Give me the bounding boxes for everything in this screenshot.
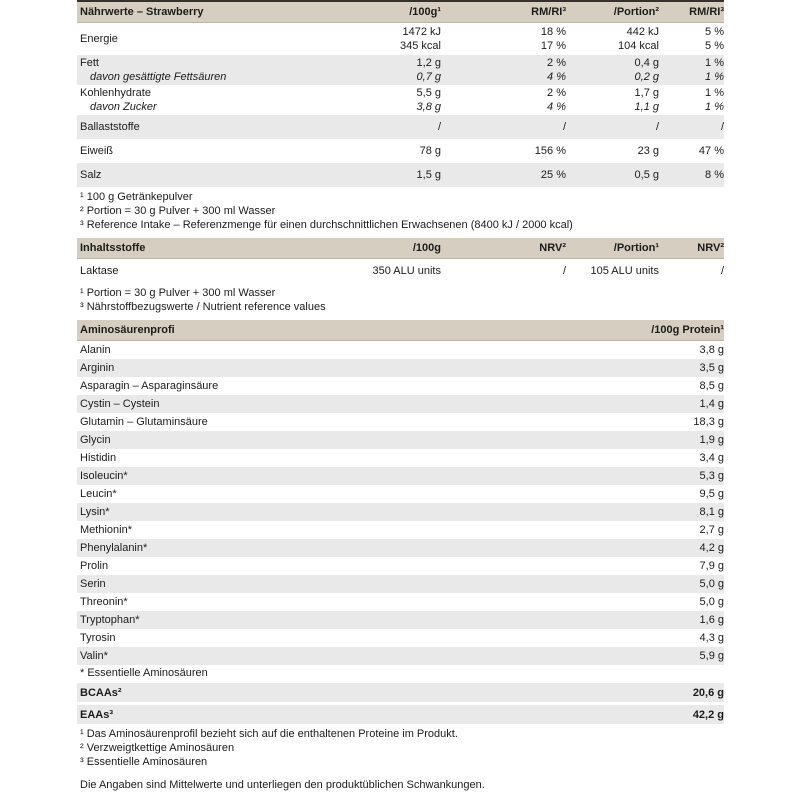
energie-values <box>341 25 724 53</box>
fett-100g: 1,2 g <box>416 57 441 69</box>
amino-value: 1,6 g <box>699 614 724 626</box>
laktase-100g: 350 ALU units <box>372 265 441 277</box>
amino-value: 3,5 g <box>699 362 724 374</box>
amino-row <box>77 539 724 557</box>
energie-kj-100g: 1472 kJ <box>402 26 441 38</box>
salz-portion: 0,5 g <box>634 169 659 181</box>
amino-value: 5,3 g <box>699 470 724 482</box>
ingredients-header <box>77 238 724 259</box>
fett-sub-100g: 0,7 g <box>416 71 441 83</box>
row-laktase <box>77 259 724 283</box>
kohlenhydrate-label: Kohlenhydrate <box>80 87 151 99</box>
eaas-label: EAAs³ <box>80 708 114 721</box>
amino-row <box>77 575 724 593</box>
amino-value: 4,3 g <box>699 632 724 644</box>
amino-table <box>77 320 724 724</box>
amino-label: Threonin* <box>80 596 128 608</box>
amino-title: Aminosäurenprofi <box>80 324 175 336</box>
amino-row <box>77 467 724 485</box>
eaas-value: 42,2 g <box>692 708 724 721</box>
row-ballaststoffe <box>77 115 724 139</box>
amino-row <box>77 557 724 575</box>
amino-label: Isoleucin* <box>80 470 128 482</box>
amino-value: 8,5 g <box>699 380 724 392</box>
amino-row <box>77 593 724 611</box>
fett-rmri: 2 % <box>547 57 566 69</box>
ingredients-title: Inhaltsstoffe <box>80 242 146 254</box>
zucker-label: davon Zucker <box>90 101 157 113</box>
energie-rmri-kj: 18 % <box>540 26 566 38</box>
laktase-label: Laktase <box>80 265 119 277</box>
footnote: ³ Nährstoffbezugswerte / Nutrient reference values <box>80 301 326 313</box>
amino-row <box>77 647 724 665</box>
amino-label: Prolin <box>80 560 109 572</box>
nutrition-header <box>77 2 724 23</box>
row-eaas <box>77 705 724 724</box>
amino-row <box>77 449 724 467</box>
nutrition-footnotes <box>77 190 724 232</box>
ballaststoffe-rmri-portion: / <box>720 121 724 133</box>
amino-row <box>77 377 724 395</box>
amino-label: Tyrosin <box>80 632 116 644</box>
eiweiss-label: Eiweiß <box>80 145 114 157</box>
zucker-rmri-portion: 1 % <box>705 101 724 113</box>
zucker-rmri: 4 % <box>547 101 566 113</box>
fett-sub-rmri-portion: 1 % <box>705 71 724 83</box>
amino-label: Methionin* <box>80 524 132 536</box>
zucker-100g: 3,8 g <box>416 101 441 113</box>
bcaas-value: 20,6 g <box>692 686 724 699</box>
laktase-nrv-portion: / <box>720 265 724 277</box>
amino-label: Lysin* <box>80 506 110 518</box>
energie-kj-portion: 442 kJ <box>626 26 659 38</box>
eiweiss-rmri: 156 % <box>534 145 566 157</box>
amino-value: 8,1 g <box>699 506 724 518</box>
amino-label: Glycin <box>80 434 111 446</box>
col-header-rmri-100g: RM/RI³ <box>531 6 566 18</box>
energie-kcal-portion: 104 kcal <box>618 40 659 52</box>
fett-portion: 0,4 g <box>634 57 659 69</box>
kohlenhydrate-rmri: 2 % <box>547 87 566 99</box>
amino-value: 9,5 g <box>699 488 724 500</box>
salz-rmri-portion: 8 % <box>705 169 724 181</box>
footnote: ¹ Portion = 30 g Pulver + 300 ml Wasser <box>80 287 276 299</box>
footnote: ¹ 100 g Getränkepulver <box>80 191 193 203</box>
col-header-per100g-protein: /100g Protein¹ <box>651 324 724 336</box>
energie-rmri-kj-portion: 5 % <box>705 26 724 38</box>
nutrition-table <box>77 0 724 187</box>
ballaststoffe-label: Ballaststoffe <box>80 121 140 133</box>
amino-row <box>77 521 724 539</box>
amino-label: Leucin* <box>80 488 117 500</box>
amino-header <box>77 320 724 341</box>
amino-value: 5,0 g <box>699 596 724 608</box>
footnote: ² Verzweigtkettige Aminosäuren <box>80 742 235 754</box>
laktase-nrv: / <box>562 265 566 277</box>
salz-rmri: 25 % <box>540 169 566 181</box>
amino-row <box>77 359 724 377</box>
amino-value: 7,9 g <box>699 560 724 572</box>
fett-sub-label: davon gesättigte Fettsäuren <box>90 71 227 83</box>
kohlenhydrate-rmri-portion: 1 % <box>705 87 724 99</box>
laktase-portion: 105 ALU units <box>590 265 659 277</box>
energie-label: Energie <box>80 33 118 45</box>
row-bcaas <box>77 683 724 702</box>
col-header-nrv-portion: NRV² <box>697 242 724 254</box>
amino-value: 1,9 g <box>699 434 724 446</box>
ballaststoffe-100g: / <box>437 121 441 133</box>
row-energie <box>77 23 724 55</box>
eiweiss-portion: 23 g <box>637 145 659 157</box>
essential-amino-note: * Essentielle Aminosäuren <box>80 667 208 679</box>
amino-row <box>77 413 724 431</box>
ballaststoffe-rmri: / <box>562 121 566 133</box>
amino-row <box>77 341 724 359</box>
amino-footnotes <box>77 727 724 769</box>
amino-value: 2,7 g <box>699 524 724 536</box>
eiweiss-rmri-portion: 47 % <box>698 145 724 157</box>
amino-row <box>77 611 724 629</box>
amino-label: Glutamin – Glutaminsäure <box>80 416 208 428</box>
amino-label: Asparagin – Asparaginsäure <box>80 380 219 392</box>
energie-kcal-100g: 345 kcal <box>400 40 441 52</box>
salz-100g: 1,5 g <box>416 169 441 181</box>
footnote: ¹ Das Aminosäurenprofil bezieht sich auf die enthaltenen Proteine im Produkt. <box>80 728 458 740</box>
footnote: ³ Essentielle Aminosäuren <box>80 756 208 768</box>
col-header-portion: /Portion¹ <box>613 242 659 254</box>
col-header-per100g: /100g <box>412 242 441 254</box>
amino-label: Alanin <box>80 344 111 356</box>
footnote: ² Portion = 30 g Pulver + 300 ml Wasser <box>80 205 276 217</box>
amino-value: 18,3 g <box>693 416 724 428</box>
ingredients-table <box>77 238 724 283</box>
disclaimer-text: Die Angaben sind Mittelwerte und unterliegen den produktüblichen Schwankungen. <box>80 779 485 791</box>
row-fett <box>77 55 724 85</box>
amino-row <box>77 503 724 521</box>
amino-label: Arginin <box>80 362 115 374</box>
amino-label: Histidin <box>80 452 117 464</box>
amino-label: Valin* <box>80 650 108 662</box>
footnote: ³ Reference Intake – Referenzmenge für einen durchschnittlichen Erwachsenen (8400 kJ / 2000 kcal) <box>80 219 573 231</box>
amino-value: 5,0 g <box>699 578 724 590</box>
ingredients-footnotes <box>77 286 724 314</box>
salz-label: Salz <box>80 169 102 181</box>
col-header-per100g: /100g¹ <box>409 6 441 18</box>
nutrition-sheet <box>77 0 724 792</box>
amino-label: Cystin – Cystein <box>80 398 160 410</box>
col-header-portion: /Portion² <box>613 6 659 18</box>
amino-value: 3,8 g <box>699 344 724 356</box>
row-salz <box>77 163 724 187</box>
row-kohlenhydrate <box>77 85 724 115</box>
amino-row <box>77 629 724 647</box>
kohlenhydrate-100g: 5,5 g <box>416 87 441 99</box>
fett-sub-rmri: 4 % <box>547 71 566 83</box>
bcaas-label: BCAAs² <box>80 686 122 699</box>
amino-label: Serin <box>80 578 106 590</box>
energie-rmri-kcal-portion: 5 % <box>705 40 724 52</box>
fett-label: Fett <box>80 57 99 69</box>
amino-value: 3,4 g <box>699 452 724 464</box>
amino-row <box>77 485 724 503</box>
amino-value: 4,2 g <box>699 542 724 554</box>
eiweiss-100g: 78 g <box>419 145 441 157</box>
col-header-rmri-portion: RM/RI³ <box>689 6 724 18</box>
amino-label: Phenylalanin* <box>80 542 148 554</box>
col-header-nrv-100g: NRV² <box>539 242 566 254</box>
amino-row <box>77 395 724 413</box>
zucker-portion: 1,1 g <box>634 101 659 113</box>
energie-rmri-kcal: 17 % <box>540 40 566 52</box>
fett-rmri-portion: 1 % <box>705 57 724 69</box>
amino-row <box>77 431 724 449</box>
kohlenhydrate-portion: 1,7 g <box>634 87 659 99</box>
amino-value: 5,9 g <box>699 650 724 662</box>
amino-label: Tryptophan* <box>80 614 140 626</box>
fett-sub-portion: 0,2 g <box>634 71 659 83</box>
amino-value: 1,4 g <box>699 398 724 410</box>
ballaststoffe-portion: / <box>655 121 659 133</box>
row-eiweiss <box>77 139 724 163</box>
nutrition-title: Nährwerte – Strawberry <box>80 6 204 18</box>
